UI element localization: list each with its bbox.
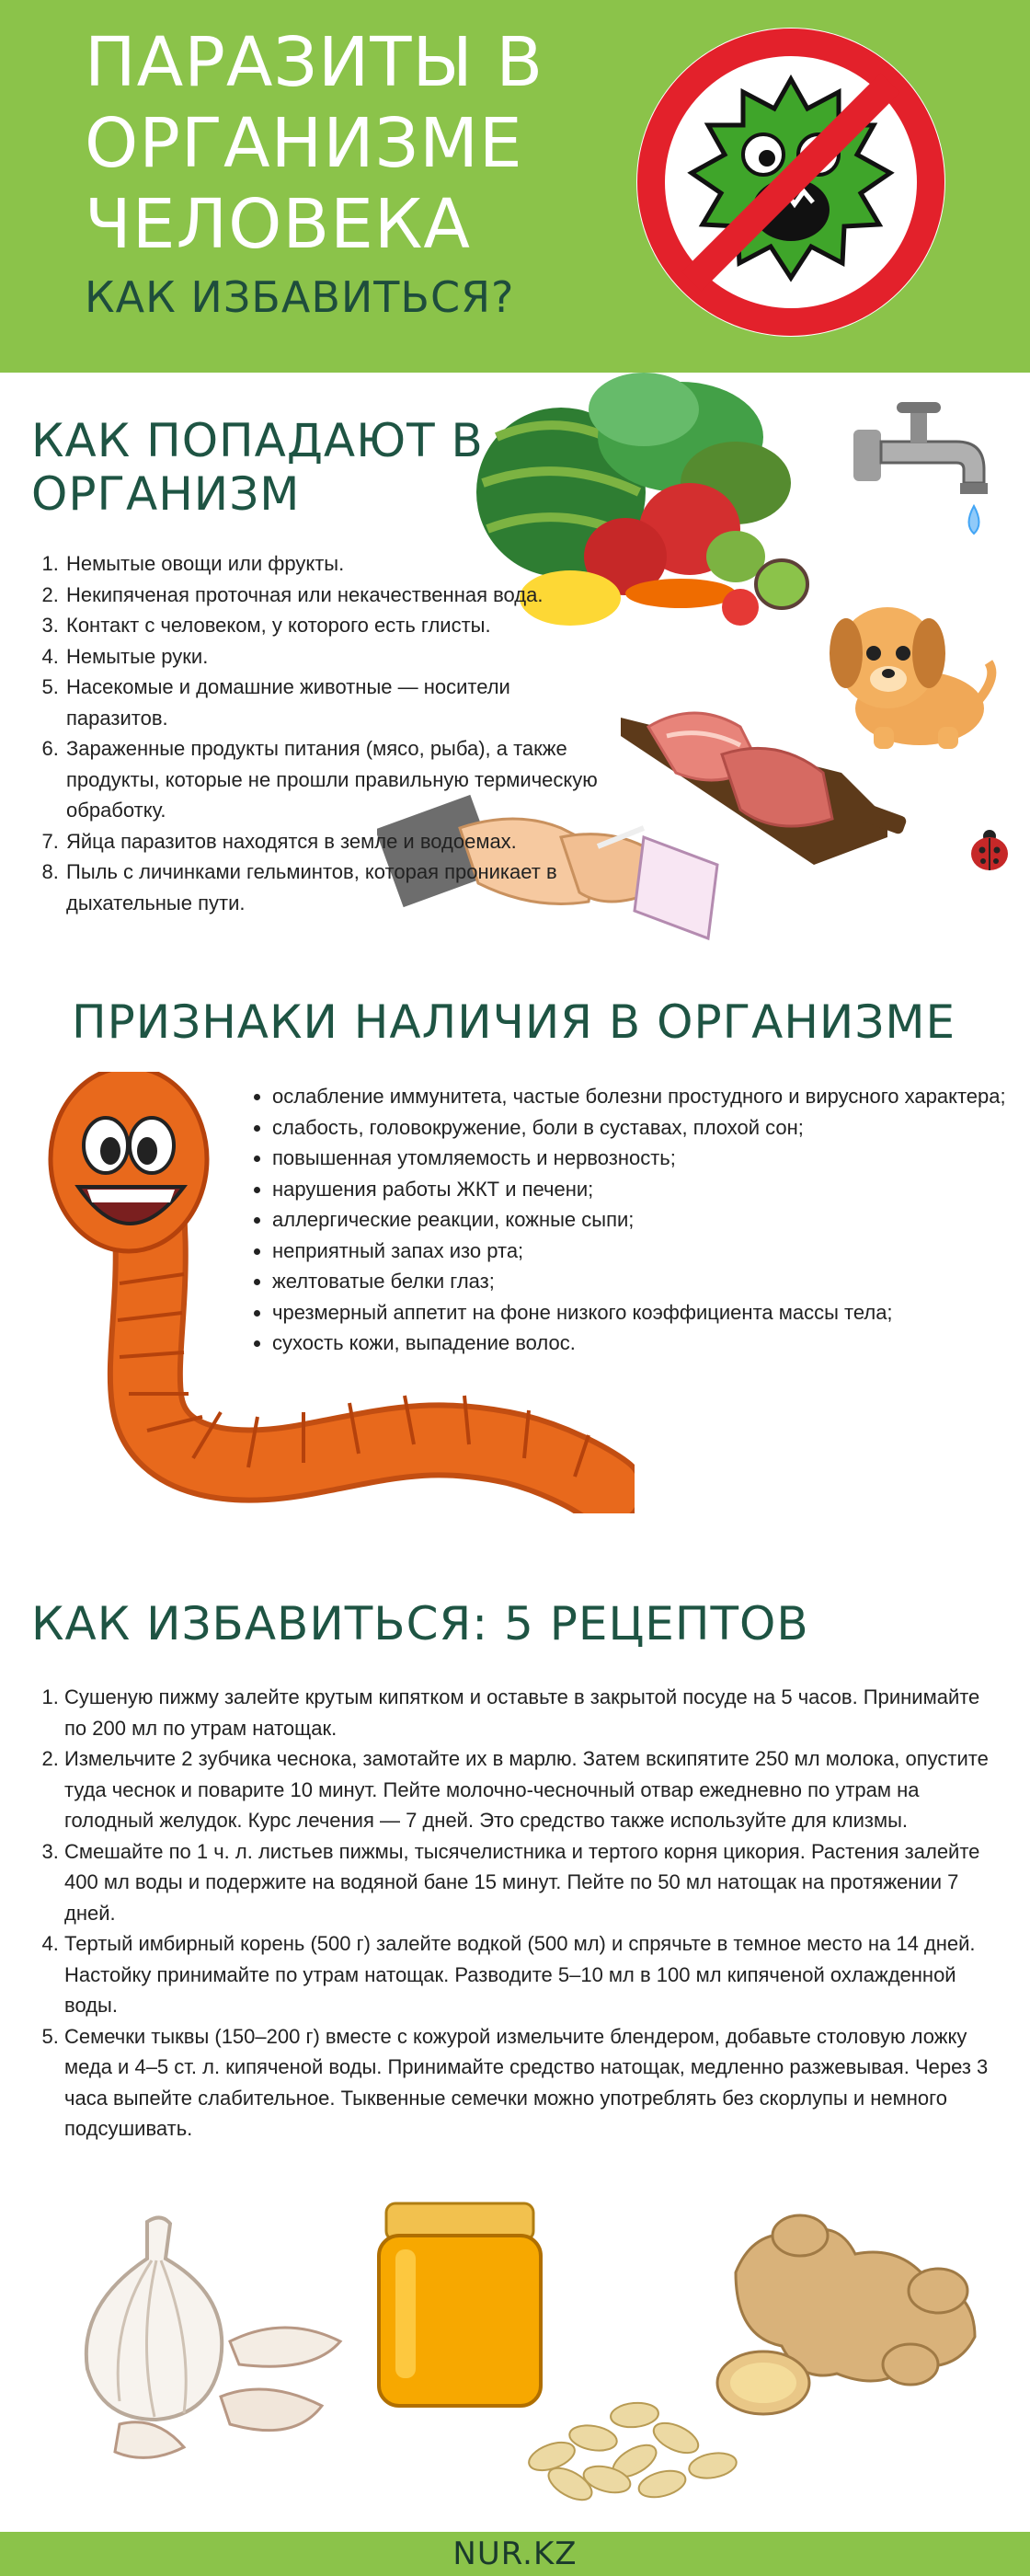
- list-item: • нарушения работы ЖКТ и печени;: [272, 1174, 1026, 1205]
- section-title-signs: ПРИЗНАКИ НАЛИЧИЯ В ОРГАНИЗМЕ: [72, 995, 956, 1049]
- garlic-icon: [46, 2203, 368, 2470]
- title-line: ПАРАЗИТЫ В: [85, 23, 544, 102]
- list-item: • повышенная утомляемость и нервозность;: [272, 1143, 1026, 1174]
- header-banner: [0, 0, 1030, 373]
- list-item: 3. Смешайте по 1 ч. л. листьев пижмы, тысячелистника и тертого корня цикория. Растения залейте 400 мл воды и подержите на водяной бане 15 минут. Пейте по 50 мл натощак на протяжении 7 дней.: [64, 1836, 1007, 1929]
- list-item: 4. Немытые руки.: [64, 641, 616, 673]
- list-item: 2. Измельчите 2 зубчика чеснока, замотайте их в марлю. Затем вскипятите 250 мл молока, опустите туда чеснок и поварите 10 минут. Пейте молочно-чесночный отвар ежедневно по утрам на голодный желудок. Курс лечения — 7 дней. Это средство также используйте для клизмы.: [64, 1743, 1007, 1836]
- footer-bar: [0, 2532, 1030, 2576]
- title-line: ОРГАНИЗМ: [31, 467, 301, 521]
- page-title: [85, 22, 600, 265]
- list-item: • аллергические реакции, кожные сыпи;: [272, 1204, 1026, 1236]
- brand-label: NUR.KZ: [452, 2536, 578, 2572]
- list-item: 7. Яйца паразитов находятся в земле и водоемах.: [64, 826, 616, 857]
- list-item: 2. Некипяченая проточная или некачественная вода.: [64, 580, 616, 611]
- list-item: 5. Насекомые и домашние животные — носители паразитов.: [64, 672, 616, 733]
- title-line: КАК ПОПАДАЮТ В: [31, 414, 484, 467]
- list-item: • желтоватые белки глаз;: [272, 1266, 1026, 1297]
- ladybug-icon: [964, 824, 1015, 876]
- no-parasites-icon: [616, 18, 966, 350]
- title-line: ОРГАНИЗМЕ: [85, 104, 523, 183]
- symptoms-list: [248, 1081, 1026, 1359]
- list-item: 3. Контакт с человеком, у которого есть глисты.: [64, 610, 616, 641]
- infection-ways-list: [64, 548, 616, 918]
- section-title-recipes: КАК ИЗБАВИТЬСЯ: 5 РЕЦЕПТОВ: [31, 1597, 809, 1650]
- page-subtitle: КАК ИЗБАВИТЬСЯ?: [85, 272, 515, 322]
- list-item: • чрезмерный аппетит на фоне низкого коэффициента массы тела;: [272, 1297, 1026, 1328]
- recipes-list: [64, 1682, 1007, 2145]
- list-item: 5. Семечки тыквы (150–200 г) вместе с кожурой измельчите блендером, добавьте столовую ложку меда и 4–5 ст. л. кипяченой воды. Принимайте средство натощак, медленно разжевывая. Через 3 часа выпейте слабительное. Тыквенные семечки можно употреблять без скорлупы и немного подсушивать.: [64, 2021, 1007, 2145]
- list-item: 6. Зараженные продукты питания (мясо, рыба), а также продукты, которые не прошли правильную термическую обработку.: [64, 733, 616, 826]
- list-item: • ослабление иммунитета, частые болезни простудного и вирусного характера;: [272, 1081, 1026, 1112]
- list-item: 1. Немытые овощи или фрукты.: [64, 548, 616, 580]
- list-item: • слабость, головокружение, боли в суставах, плохой сон;: [272, 1112, 1026, 1144]
- list-item: 8. Пыль с личинками гельминтов, которая проникает в дыхательные пути.: [64, 857, 616, 918]
- water-tap-icon: [846, 391, 1012, 547]
- section-title-how-get-in: [31, 414, 509, 521]
- list-item: • сухость кожи, выпадение волос.: [272, 1328, 1026, 1359]
- list-item: 1. Сушеную пижму залейте крутым кипятком и оставьте в закрытой посуде на 5 часов. Принимайте по 200 мл по утрам натощак.: [64, 1682, 1007, 1743]
- list-item: 4. Тертый имбирный корень (500 г) залейте водкой (500 мл) и спрячьте в темное место на 14 дней. Настойку принимайте по утрам натощак. Разводите 5–10 мл в 100 мл кипяченой охлажденной воды.: [64, 1928, 1007, 2021]
- ginger-icon: [699, 2199, 1012, 2429]
- title-line: ЧЕЛОВЕКА: [85, 185, 472, 264]
- list-item: • неприятный запах изо рта;: [272, 1236, 1026, 1267]
